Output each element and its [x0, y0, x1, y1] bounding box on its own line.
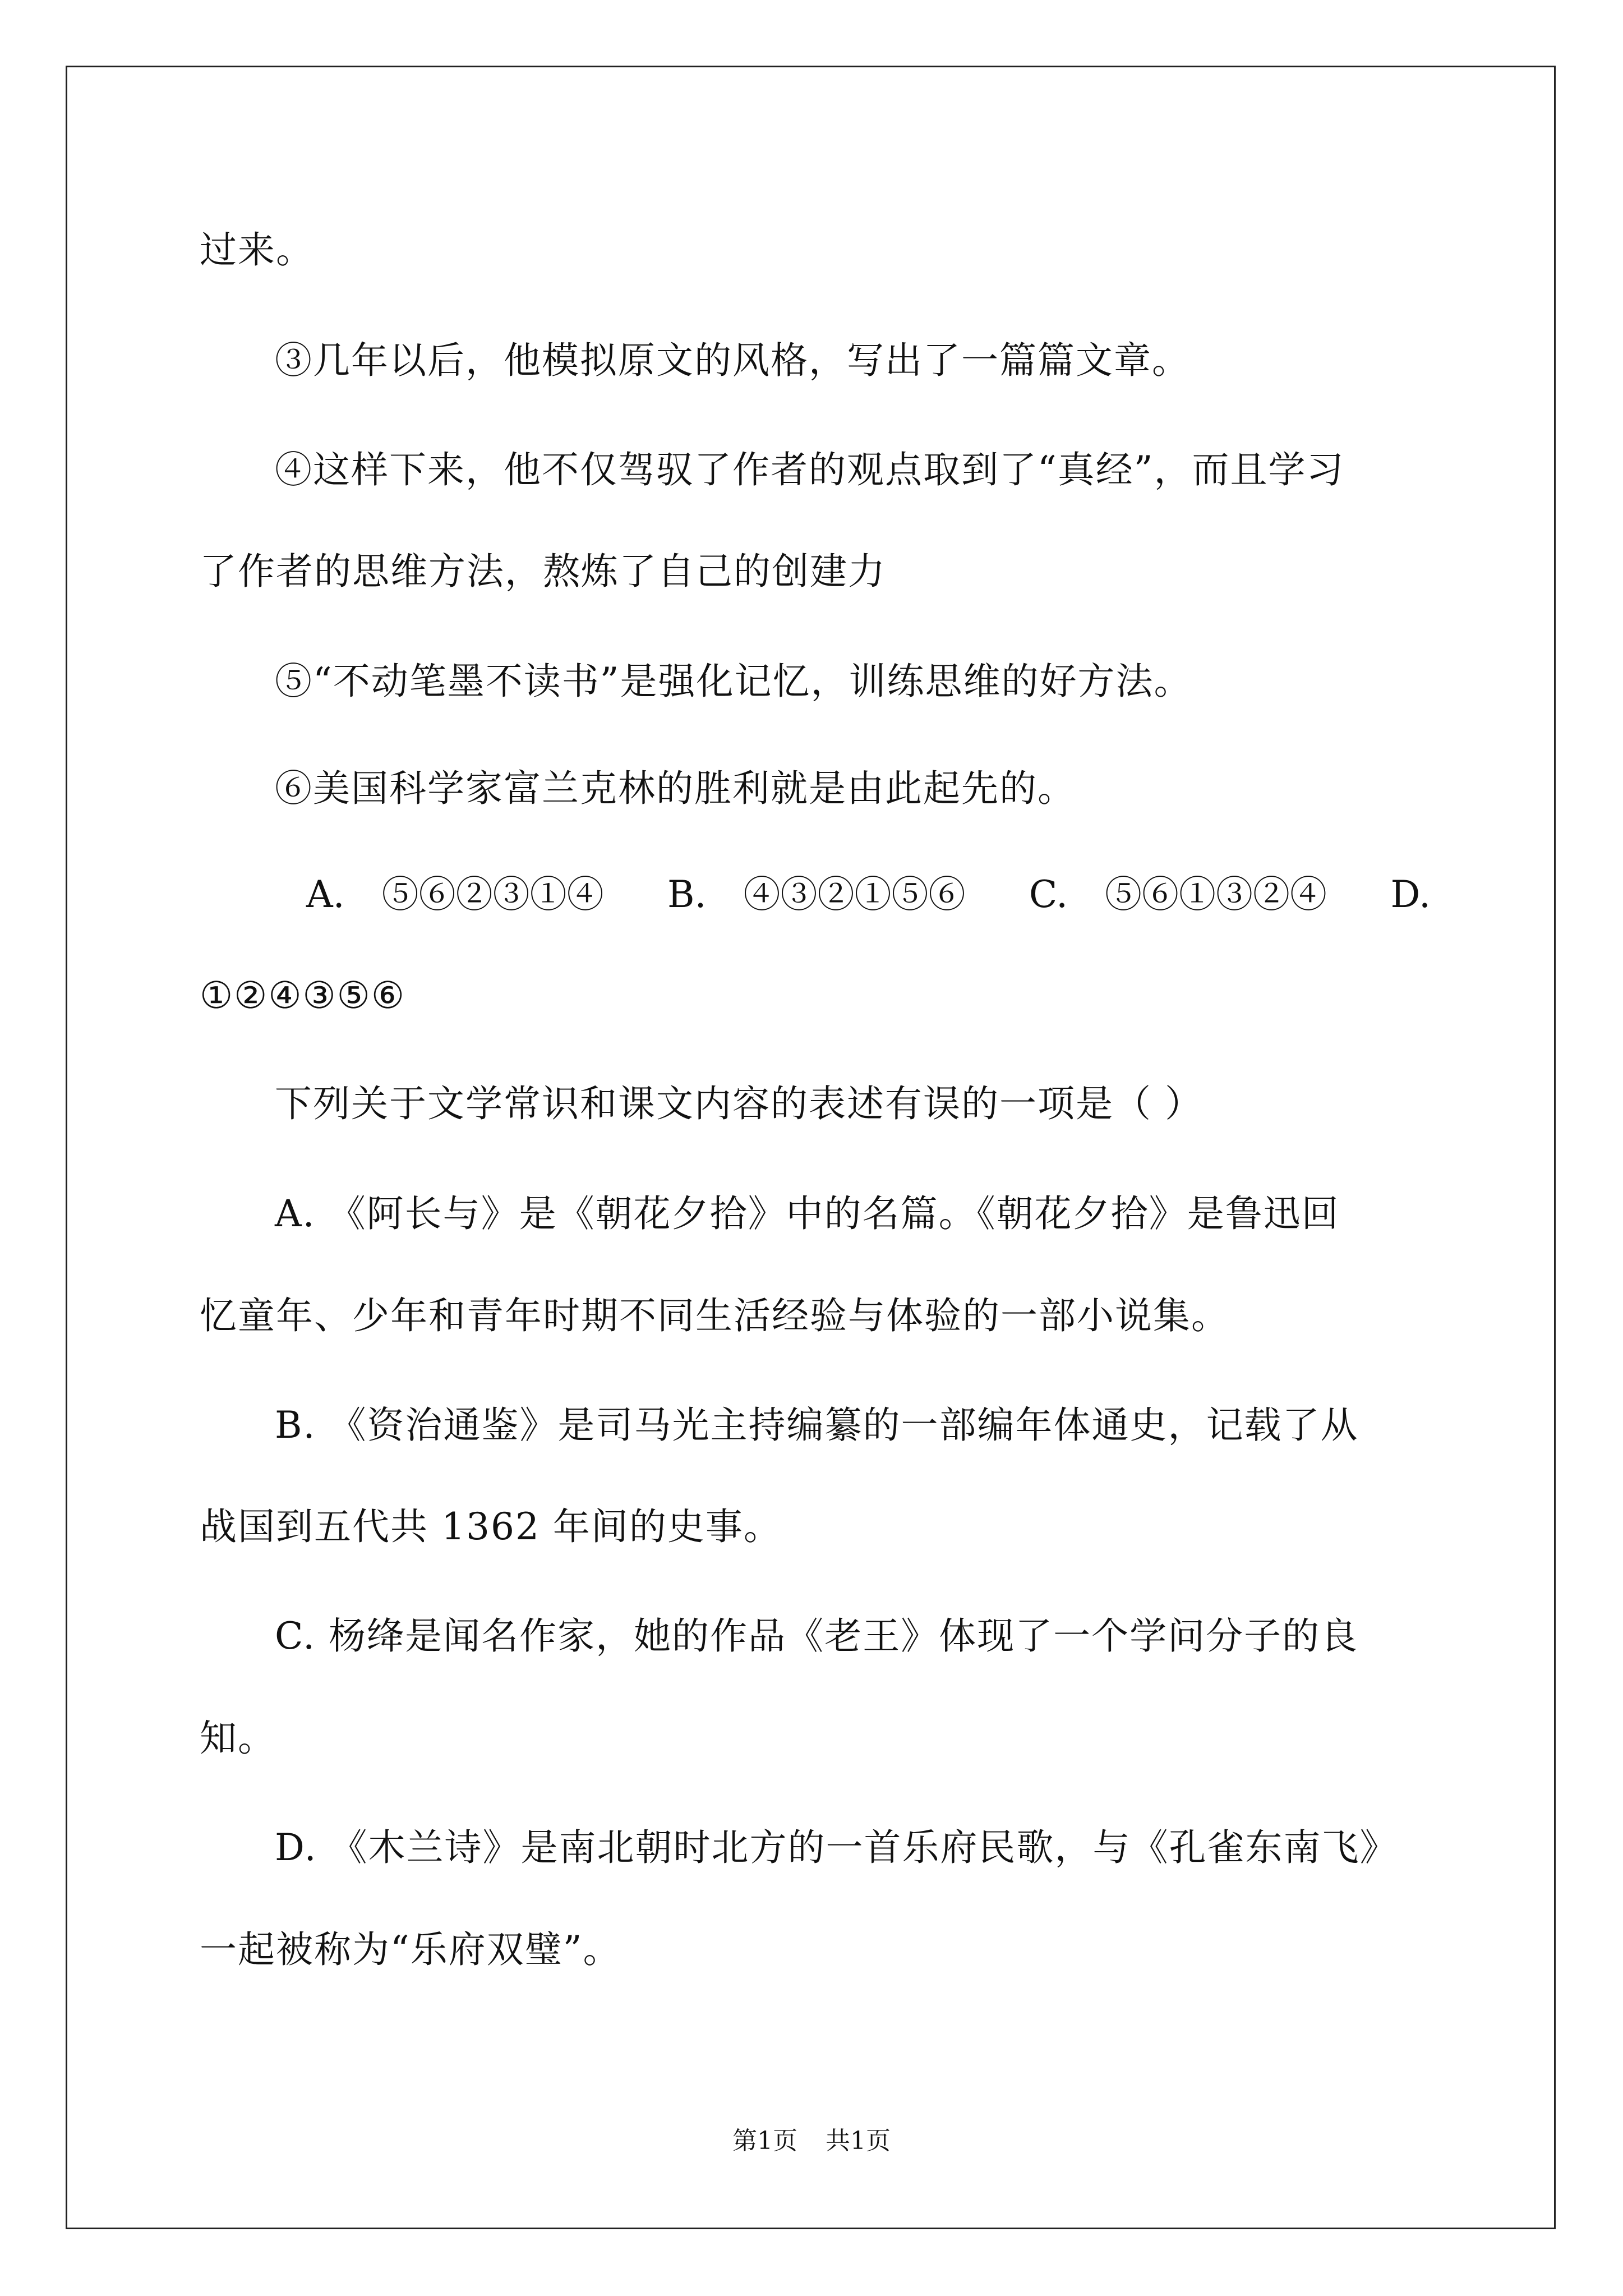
text-line-6: ⑥美国科学家富兰克林的胜利就是由此起先的。 — [275, 767, 1076, 810]
question-stem: 下列关于文学常识和课文内容的表述有误的一项是（ ） — [275, 1082, 1203, 1125]
text-line-1: 过来。 — [200, 228, 314, 272]
option-b: B. ④③②①⑤⑥ — [667, 873, 966, 916]
page-footer — [0, 2129, 1623, 2154]
text-line-12: B. 《资治通鉴》是司马光主持编纂的一部编年体通史，记载了从 — [275, 1404, 1359, 1447]
text-line-10: A. 《阿长与》是《朝花夕拾》中的名篇。《朝花夕拾》是鲁迅回 — [275, 1192, 1340, 1235]
text-line-2: ③几年以后，他模拟原文的风格，写出了一篇篇文章。 — [275, 339, 1190, 382]
option-d: D. — [1390, 873, 1431, 916]
text-line-14: C. 杨绛是闻名作家，她的作品《老王》体现了一个学问分子的良 — [275, 1614, 1359, 1658]
page-frame — [66, 66, 1556, 2229]
text-line-11: 忆童年、少年和青年时期不同生活经验与体验的一部小说集。 — [200, 1294, 1229, 1337]
answer-options-row — [200, 873, 1431, 916]
footer-page-number: 第1页 — [732, 2127, 797, 2155]
footer-total-pages: 共1页 — [826, 2127, 891, 2155]
text-line-15: 知。 — [200, 1717, 276, 1760]
text-line-8: ①②④③⑤⑥ — [200, 974, 406, 1017]
text-line-17: 一起被称为“乐府双璧”。 — [200, 1928, 621, 1971]
text-line-5: ⑤“不动笔墨不读书”是强化记忆，训练思维的好方法。 — [275, 660, 1192, 703]
option-a: A. ⑤⑥②③①④ — [306, 873, 604, 916]
text-line-3: ④这样下来，他不仅驾驭了作者的观点取到了“真经”，而且学习 — [275, 448, 1345, 491]
text-line-13: 战国到五代共 1362 年间的史事。 — [200, 1505, 782, 1548]
option-c: C. ⑤⑥①③②④ — [1029, 873, 1327, 916]
text-line-4: 了作者的思维方法，熬炼了自己的创建力 — [200, 550, 886, 593]
text-line-16: D. 《木兰诗》是南北朝时北方的一首乐府民歌，与《孔雀东南飞》 — [275, 1826, 1398, 1869]
